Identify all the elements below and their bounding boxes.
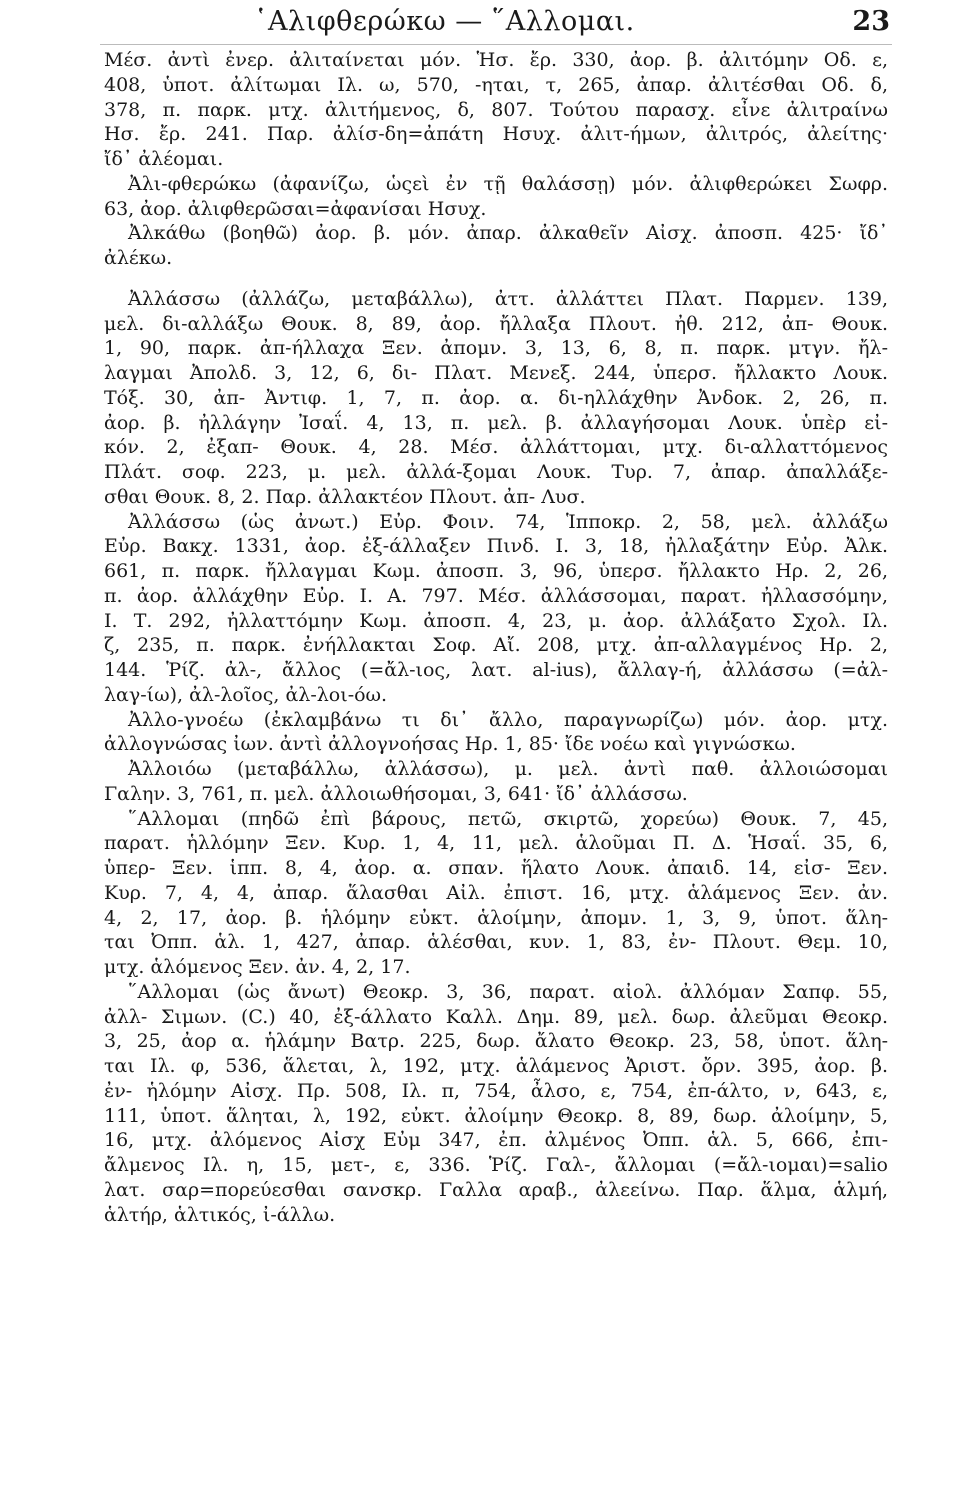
entry-line: ται Ιλ. φ, 536, ἅλεται, λ, 192, μτχ. ἁλάμενος Ἀριστ. ὄρν. 395, ἀορ. β. [104, 1055, 888, 1077]
entry-line: κόν. 2, ἐξαπ- Θουκ. 4, 28. Μέσ. ἀλλάττομαι, μτχ. δι-αλλαττόμενος [104, 436, 888, 459]
entry-line: ἁλτήρ, ἁλτικός, ἰ-άλλω. [104, 1203, 336, 1226]
dictionary-entry [104, 807, 888, 980]
entry-line: π. ἀορ. ἀλλάχθην Εὐρ. Ι. Α. 797. Μέσ. ἀλλάσσομαι, παρατ. ἠλλασσόμην, [104, 584, 888, 607]
dictionary-entry [104, 221, 888, 271]
dictionary-entry [104, 48, 888, 172]
entry-line: Ησ. ἔρ. 241. Παρ. ἀλίσ-δη=ἀπάτη Ησυχ. ἀλιτ-ήμων, ἀλιτρός, ἀλείτης· [104, 123, 888, 146]
entry-line: Κυρ. 7, 4, 4, ἀπαρ. ἅλασθαι Αἰλ. ἐπιστ. 16, μτχ. ἁλάμενος Ξεν. ἀν. [104, 881, 888, 904]
entry-line: ἐν- ἡλόμην Αἰσχ. Πρ. 508, Ιλ. π, 754, ἆλσο, ε, 754, ἐπ-άλτο, ν, 643, ε, [104, 1079, 888, 1102]
entry-line: ζ, 235, π. παρκ. ἐνήλλακται Σοφ. Αἴ. 208, μτχ. ἀπ-αλλαγμένος Ηρ. 2, [104, 634, 888, 657]
entry-line: σθαι Θουκ. 8, 2. Παρ. ἀλλακτέον Πλουτ. ἀπ- Λυσ. [104, 485, 586, 508]
entry-line: ἀλλ- Σιμων. (C.) 40, ἐξ-άλλατο Καλλ. Δημ. 89, μελ. δωρ. ἀλεῦμαι Θεοκρ. [104, 1005, 888, 1028]
entry-line: ῞Αλλομαι (πηδῶ ἐπὶ βάρους, πετῶ, σκιρτῶ, χορεύω) Θουκ. 7, 45, [128, 807, 888, 830]
entry-line: Μέσ. ἀντὶ ἐνερ. ἀλιταίνεται μόν. Ἡσ. ἔρ. 330, ἀορ. β. ἀλιτόμην Οδ. ε, [104, 49, 888, 71]
entry-line: 661, π. παρκ. ἤλλαγμαι Κωμ. ἀποσπ. 3, 96, ὑπερσ. ἤλλακτο Ηρ. 2, 26, [104, 560, 888, 582]
entry-line: 378, π. παρκ. μτχ. ἀλιτήμενος, δ, 807. Τούτου παρασχ. εἶνε ἀλιτραίνω [104, 98, 888, 121]
entry-line: ἀλέκω. [104, 247, 173, 269]
dictionary-entry [104, 510, 888, 708]
dictionary-entry [104, 757, 888, 807]
entry-line: Ἀλκάθω (βοηθῶ) ἀορ. β. μόν. ἀπαρ. ἀλκαθεῖν Αἰσχ. ἀποσπ. 425· ἴδ᾽ [128, 222, 888, 245]
page-number: 23 [852, 6, 890, 37]
entry-line: λαγ-ίω), ἀλ-λοῖος, ἀλ-λοι-όω. [104, 683, 388, 706]
page-header [104, 4, 894, 44]
entry-line: Ι. Τ. 292, ἠλλαττόμην Κωμ. ἀποσπ. 4, 23, μ. ἀορ. ἀλλάξατο Σχολ. Ιλ. [104, 609, 888, 632]
entry-line: Ἀλλάσσω (ἀλλάζω, μεταβάλλω), ἀττ. ἀλλάττει Πλατ. Παρμεν. 139, [128, 287, 888, 310]
entry-line: 111, ὑποτ. ἅληται, λ, 192, εὐκτ. ἀλοίμην Θεοκρ. 8, 89, δωρ. ἀλοίμην, 5, [104, 1104, 888, 1127]
entry-line: 144. Ῥίζ. ἀλ-, ἄλλος (=ἄλ-ιος, λατ. al-ius), ἄλλαγ-ή, ἀλλάσσω (=ἀλ- [104, 659, 888, 681]
dictionary-entry [104, 708, 888, 758]
dictionary-entry [104, 980, 888, 1228]
entry-line: Εὐρ. Βακχ. 1331, ἀορ. ἐξ-άλλαξεν Πινδ. Ι. 3, 18, ἠλλαξάτην Εὐρ. Ἀλκ. [104, 535, 888, 558]
entry-line: 408, ὑποτ. ἀλίτωμαι Ιλ. ω, 570, -ηται, τ, 265, ἀπαρ. ἀλιτέσθαι Οδ. δ, [104, 73, 888, 96]
entry-line: ται Ὀππ. ἁλ. 1, 427, ἀπαρ. ἁλέσθαι, κυν. 1, 83, ἐν- Πλουτ. Θεμ. 10, [104, 931, 888, 954]
entry-line: μτχ. ἁλόμενος Ξεν. ἀν. 4, 2, 17. [104, 956, 411, 978]
entry-line: Ἀλλο-γνοέω (ἐκλαμβάνω τι δι᾽ ἄλλο, παραγνωρίζω) μόν. ἀορ. μτχ. [128, 708, 888, 731]
entry-line: 4, 2, 17, ἀορ. β. ἡλόμην εὐκτ. ἁλοίμην, ἀπομν. 1, 3, 9, ὑποτ. ἅλη- [104, 906, 888, 929]
entry-line: Ἀλι-φθερώκω (ἀφανίζω, ὡςεὶ ἐν τῇ θαλάσσῃ) μόν. ἀλιφθερώκει Σωφρ. [128, 172, 888, 195]
entry-line: ἄλμενος Ιλ. η, 15, μετ-, ε, 336. Ῥίζ. Γαλ-, ἄλλομαι (=ἄλ-ιομαι)=salio [104, 1154, 888, 1176]
dictionary-entry [104, 172, 888, 222]
running-head: ῾Αλιφθερώκω — ῞Αλλομαι. [254, 6, 635, 37]
section-gap [104, 271, 888, 287]
entry-line: Ἀλλάσσω (ὡς ἀνωτ.) Εὐρ. Φοιν. 74, Ἱπποκρ. 2, 58, μελ. ἀλλάξω [128, 510, 888, 533]
entry-line: Τόξ. 30, ἀπ- Ἀντιφ. 1, 7, π. ἀορ. α. δι-ηλλάχθην Ἀνδοκ. 2, 26, π. [104, 386, 888, 409]
entry-line: 16, μτχ. ἀλόμενος Αἰσχ Εὐμ 347, ἐπ. ἀλμένος Ὀππ. ἁλ. 5, 666, ἐπι- [104, 1129, 888, 1152]
entry-line: ἀορ. β. ἠλλάγην Ἰσαΐ. 4, 13, π. μελ. β. ἀλλαγήσομαι Λουκ. ὑπὲρ εἰ- [104, 411, 888, 434]
entry-line: 1, 90, παρκ. ἀπ-ήλλαχα Ξεν. ἀπομν. 3, 13, 6, 8, π. παρκ. μτγν. ἤλ- [104, 337, 888, 360]
entry-line: Γαλην. 3, 761, π. μελ. ἀλλοιωθήσομαι, 3, 641· ἴδ᾽ ἀλλάσσω. [104, 782, 688, 805]
header-rule [100, 44, 892, 45]
entry-line: μελ. δι-αλλάξω Θουκ. 8, 89, ἀορ. ἤλλαξα Πλουτ. ἠθ. 212, ἀπ- Θουκ. [104, 312, 888, 335]
entry-line: Ἀλλοιόω (μεταβάλλω, ἀλλάσσω), μ. μελ. ἀντὶ παθ. ἀλλοιώσομαι [128, 758, 888, 780]
entry-line: ὑπερ- Ξεν. ἱππ. 8, 4, ἀορ. α. σπαν. ἥλατο Λουκ. ἀπαιδ. 14, εἰσ- Ξεν. [104, 857, 888, 879]
dictionary-entry [104, 287, 888, 510]
entry-line: 3, 25, ἀορ α. ἡλάμην Βατρ. 225, δωρ. ἄλατο Θεοκρ. 23, 58, ὑποτ. ἅλη- [104, 1030, 888, 1053]
entry-line: λατ. σαρ=πορεύεσθαι σανσκρ. Γαλλα αραβ., ἀλεείνω. Παρ. ἅλμα, ἁλμή, [104, 1178, 888, 1201]
entry-line: Πλάτ. σοφ. 223, μ. μελ. ἀλλά-ξομαι Λουκ. Τυρ. 7, ἀπαρ. ἀπαλλάξε- [104, 461, 888, 483]
entry-line: ἀλλογνώσας ἰων. ἀντὶ ἀλλογνοήσας Ηρ. 1, 85· ἴδε νοέω καὶ γιγνώσκω. [104, 733, 796, 756]
dictionary-body [104, 48, 888, 1227]
entry-line: λαγμαι Ἀπολδ. 3, 12, 6, δι- Πλατ. Μενεξ. 244, ὑπερσ. ἤλλακτο Λουκ. [104, 362, 888, 384]
entry-line: ἴδ᾽ ἀλέομαι. [104, 148, 224, 170]
entry-line: ῞Αλλομαι (ὡς ἄνωτ) Θεοκρ. 3, 36, παρατ. αἰολ. ἀλλόμαν Σαπφ. 55, [128, 980, 888, 1003]
entry-line: παρατ. ἡλλόμην Ξεν. Κυρ. 1, 4, 11, μελ. ἁλοῦμαι Π. Δ. Ἡσαΐ. 35, 6, [104, 832, 888, 855]
entry-line: 63, ἀορ. ἀλιφθερῶσαι=ἀφανίσαι Ησυχ. [104, 197, 487, 220]
